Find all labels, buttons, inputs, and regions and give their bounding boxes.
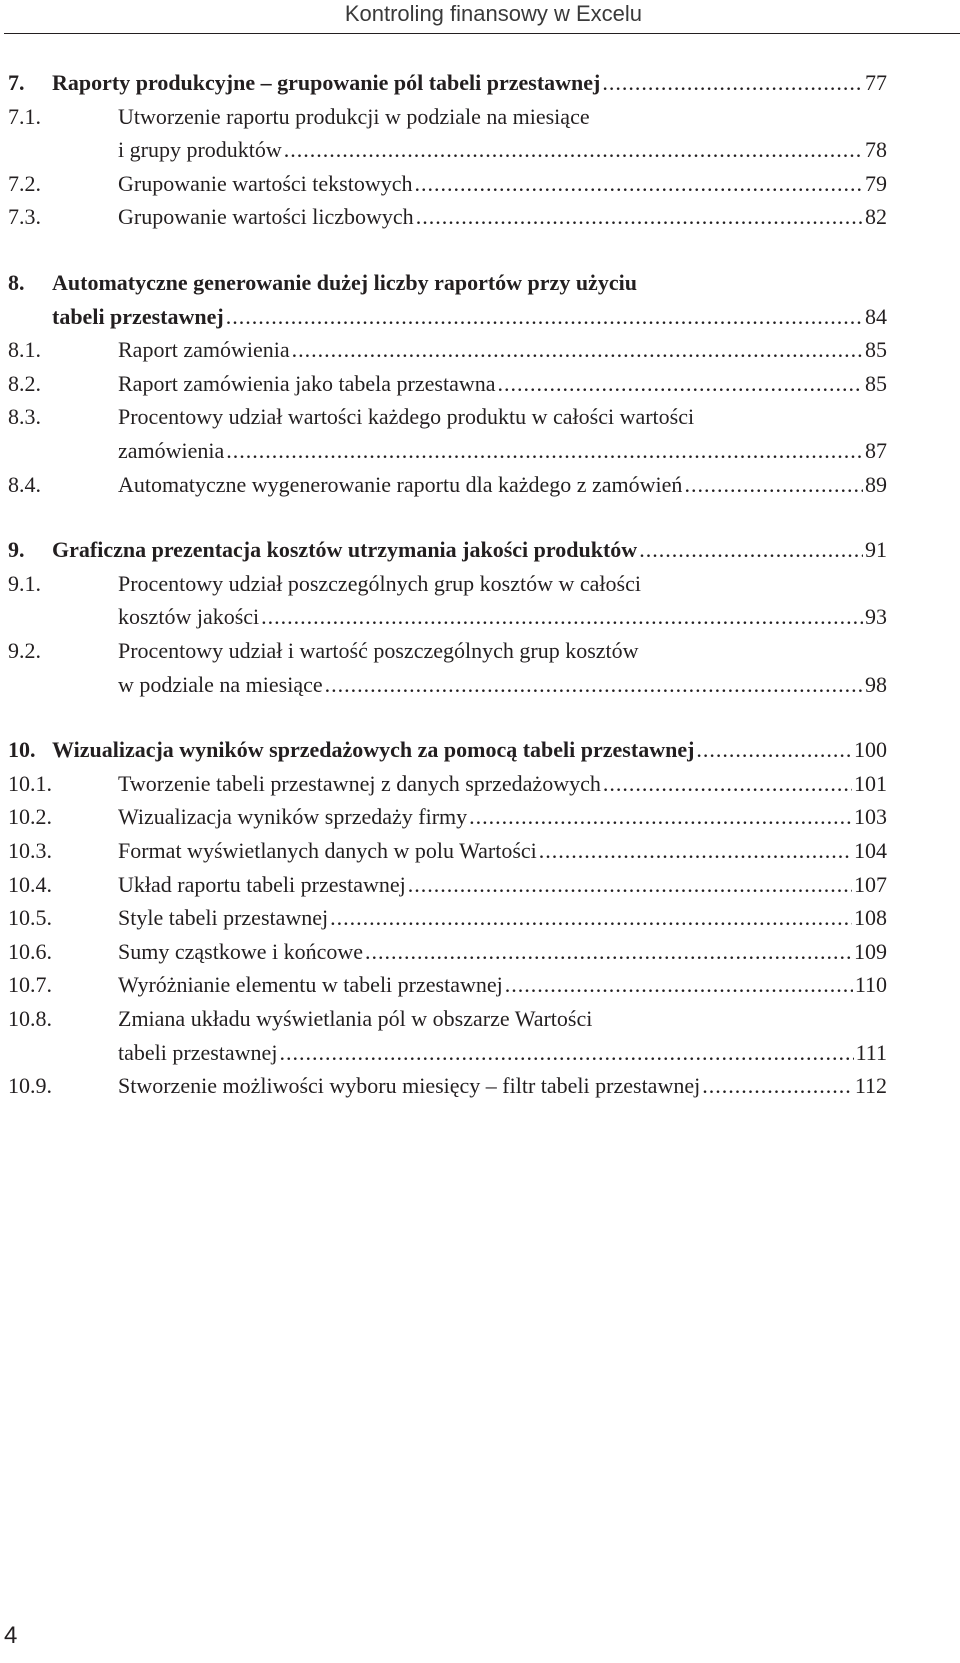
entry-title: Procentowy udział wartości każdego produktu w całości wartości [118, 404, 695, 430]
section-number: 10.5. [8, 905, 52, 931]
page-ref: 87 [865, 438, 887, 463]
chapter-number: 9. [8, 537, 25, 563]
toc-section-8-2-line[interactable] [0, 368, 960, 400]
toc-section-9-1-line[interactable] [0, 601, 960, 633]
dot-leader [416, 201, 863, 233]
section-number: 8.1. [8, 337, 41, 363]
running-head [0, 0, 960, 32]
page-ref: 79 [865, 170, 887, 196]
toc-section-9-2-line[interactable] [0, 635, 960, 667]
entry-title: w podziale na miesiące [118, 671, 323, 697]
toc-chapter-8-line[interactable] [0, 267, 960, 299]
page-ref: 78 [865, 137, 887, 163]
section-number: 7.3. [8, 204, 41, 230]
toc-section-8-1-line[interactable] [0, 334, 960, 366]
section-number: 10.2. [8, 804, 52, 830]
chapter-number: 7. [8, 70, 25, 95]
entry-title: Procentowy udział i wartość poszczególnych grup kosztów [118, 638, 639, 663]
entry-title: Raporty produkcyjne – grupowanie pól tabeli przestawnej [52, 70, 601, 95]
entry-title: Format wyświetlanych danych w polu Wartości [118, 838, 537, 863]
section-number: 10.9. [8, 1073, 52, 1099]
toc-section-7-3-line[interactable] [0, 201, 960, 233]
entry-title: Wyróżnianie elementu w tabeli przestawnej [118, 972, 503, 998]
entry-title: Utworzenie raportu produkcji w podziale na miesiące [118, 103, 590, 129]
dot-leader [365, 936, 852, 968]
page-ref: 107 [854, 871, 887, 897]
page-ref: 108 [854, 905, 887, 931]
toc-section-8-3-line[interactable] [0, 435, 960, 467]
entry-title: Grupowanie wartości liczbowych [118, 204, 414, 230]
section-number: 10.4. [8, 871, 52, 897]
page-ref: 103 [854, 804, 887, 830]
toc-section-8-4-line[interactable] [0, 469, 960, 501]
entry-title: Wizualizacja wyników sprzedaży firmy [118, 804, 468, 830]
page-ref: 84 [865, 303, 887, 329]
entry-title: Graficzna prezentacja kosztów utrzymania jakości produktów [52, 537, 638, 563]
chapter-number: 10. [8, 737, 36, 763]
toc-section-9-2-line[interactable] [0, 669, 960, 701]
chapter-number: 8. [8, 270, 25, 295]
toc-section-10-7-line[interactable] [0, 969, 960, 1001]
page-ref: 77 [865, 70, 887, 95]
entry-title: Automatyczne generowanie dużej liczby raportów przy użyciu [52, 270, 637, 295]
entry-title: i grupy produktów [118, 137, 282, 163]
page-ref: 112 [854, 1073, 887, 1099]
page-ref: 111 [855, 1039, 887, 1065]
dot-leader [325, 669, 863, 701]
entry-title: Tworzenie tabeli przestawnej z danych sprzedażowych [118, 770, 601, 796]
header-rule [4, 33, 960, 34]
entry-title: Automatyczne wygenerowanie raportu dla każdego z zamówień [118, 471, 683, 497]
section-number: 10.7. [8, 972, 52, 998]
dot-leader [226, 301, 863, 333]
page-ref: 93 [865, 604, 887, 630]
entry-title: Zmiana układu wyświetlania pól w obszarze Wartości [118, 1006, 593, 1031]
toc-section-7-1-line[interactable] [0, 101, 960, 133]
dot-leader [702, 1070, 853, 1102]
dot-leader [261, 601, 863, 633]
section-number: 10.6. [8, 938, 52, 964]
entry-title: Wizualizacja wyników sprzedażowych za pomocą tabeli przestawnej [52, 737, 695, 763]
page-ref: 89 [865, 471, 887, 497]
toc-section-7-1-line[interactable] [0, 134, 960, 166]
entry-title: Procentowy udział poszczególnych grup kosztów w całości [118, 570, 641, 596]
section-number: 9.2. [8, 638, 41, 663]
page-ref: 101 [854, 770, 887, 796]
toc-section-10-6-line[interactable] [0, 936, 960, 968]
section-number: 8.3. [8, 404, 41, 430]
toc-section-10-8-line[interactable] [0, 1003, 960, 1035]
dot-leader [602, 67, 863, 99]
dot-leader [330, 902, 852, 934]
page-ref: 109 [854, 938, 887, 964]
page-ref: 100 [854, 737, 887, 763]
entry-title: kosztów jakości [118, 604, 260, 630]
toc-chapter-8-line[interactable] [0, 301, 960, 333]
entry-title: zamówienia [118, 438, 225, 463]
toc-section-10-8-line[interactable] [0, 1037, 960, 1069]
dot-leader [696, 734, 852, 766]
toc-section-10-4-line[interactable] [0, 869, 960, 901]
section-number: 8.4. [8, 471, 41, 497]
running-head-title: Kontroling finansowy w Excelu [344, 1, 642, 26]
section-number: 10.1. [8, 770, 52, 796]
dot-leader [226, 435, 863, 467]
toc-chapter-7-line[interactable] [0, 67, 960, 99]
section-number: 7.1. [8, 103, 41, 129]
section-number: 10.8. [8, 1006, 52, 1031]
entry-title: Układ raportu tabeli przestawnej [118, 871, 406, 897]
toc-chapter-10-line[interactable] [0, 734, 960, 766]
toc-section-10-9-line[interactable] [0, 1070, 960, 1102]
entry-title: Raport zamówienia [118, 337, 290, 363]
section-number: 9.1. [8, 570, 41, 596]
dot-leader [603, 768, 852, 800]
entry-title: Stworzenie możliwości wyboru miesięcy – filtr tabeli przestawnej [118, 1073, 701, 1099]
page-ref: 85 [865, 337, 887, 363]
section-number: 8.2. [8, 370, 41, 396]
entry-title: Raport zamówienia jako tabela przestawna [118, 370, 496, 396]
toc-section-10-1-line[interactable] [0, 768, 960, 800]
page-ref: 98 [865, 671, 887, 697]
toc-section-9-1-line[interactable] [0, 568, 960, 600]
page-ref: 85 [865, 370, 887, 396]
dot-leader [684, 469, 863, 501]
section-number: 7.2. [8, 170, 41, 196]
toc-section-10-3-line[interactable] [0, 835, 960, 867]
entry-title: tabeli przestawnej [118, 1039, 278, 1065]
entry-title: Sumy cząstkowe i końcowe [118, 938, 363, 964]
toc-section-10-5-line[interactable] [0, 902, 960, 934]
entry-title: Style tabeli przestawnej [118, 905, 329, 931]
dot-leader [284, 134, 863, 166]
entry-title: tabeli przestawnej [52, 303, 224, 329]
toc-section-10-2-line[interactable] [0, 801, 960, 833]
dot-leader [539, 835, 852, 867]
page-ref: 82 [865, 204, 887, 230]
page-number: 4 [4, 1622, 18, 1649]
section-number: 10.3. [8, 838, 52, 863]
entry-title: Grupowanie wartości tekstowych [118, 170, 413, 196]
toc-section-7-2-line[interactable] [0, 168, 960, 200]
dot-leader [639, 534, 863, 566]
dot-leader [279, 1037, 853, 1069]
dot-leader [292, 334, 863, 366]
dot-leader [498, 368, 863, 400]
page-ref: 104 [854, 838, 887, 863]
dot-leader [505, 969, 853, 1001]
toc-section-8-3-line[interactable] [0, 401, 960, 433]
dot-leader [414, 168, 863, 200]
dot-leader [408, 869, 852, 901]
toc-chapter-9-line[interactable] [0, 534, 960, 566]
page-ref: 91 [865, 537, 887, 563]
dot-leader [469, 801, 852, 833]
page-ref: 110 [854, 972, 887, 998]
